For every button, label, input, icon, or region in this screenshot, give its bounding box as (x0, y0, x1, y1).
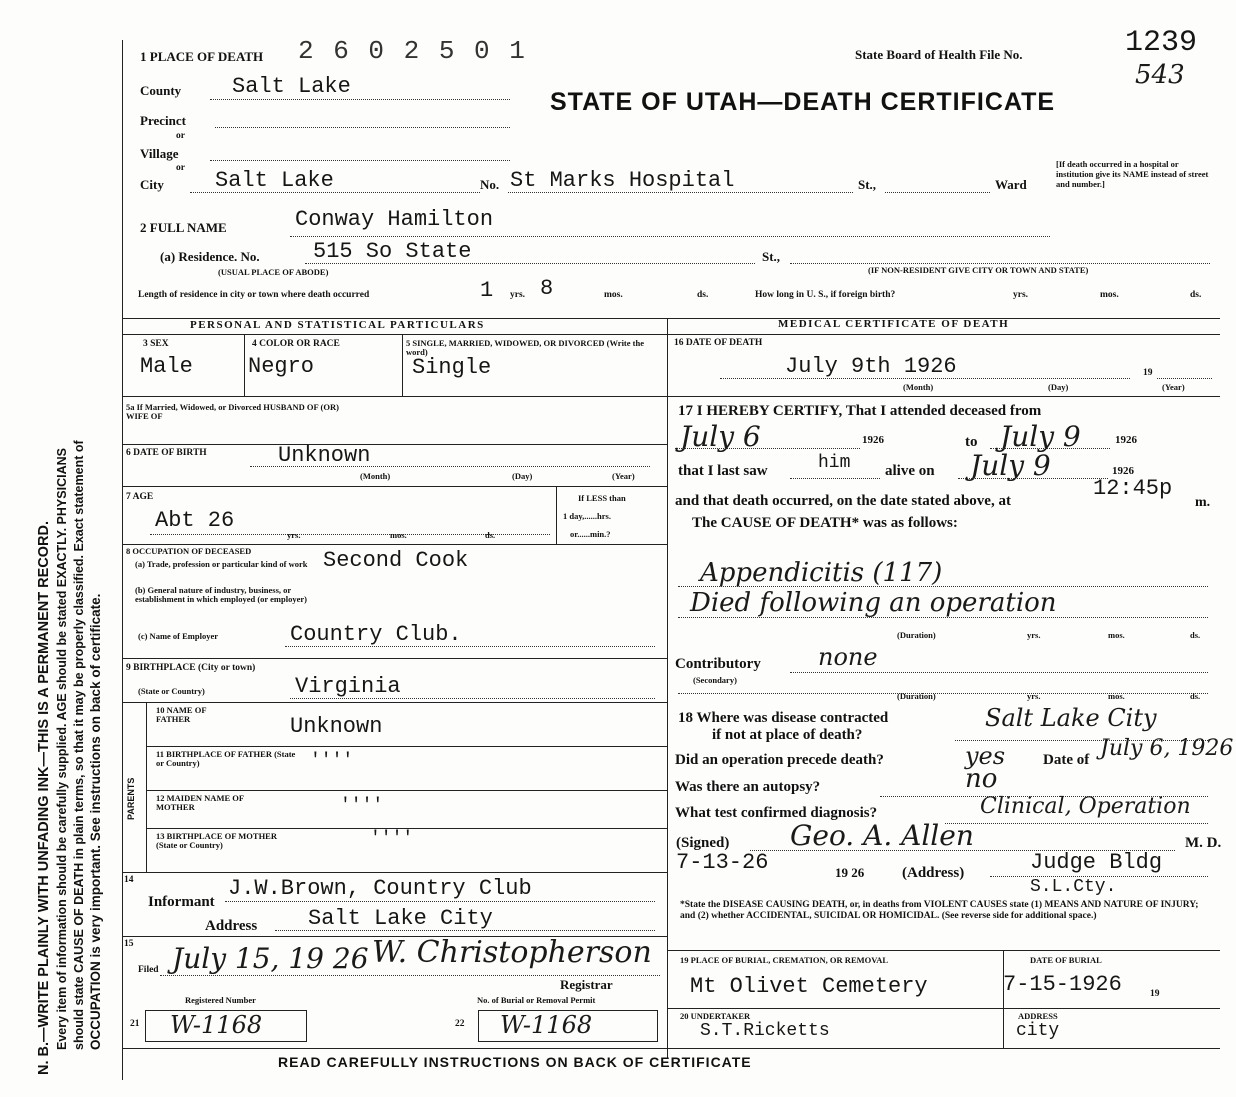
ds-label: ds. (697, 290, 709, 300)
full-name-value: Conway Hamilton (295, 207, 494, 232)
registered-number: W-1168 (170, 1011, 263, 1039)
secondary-label: (Secondary) (693, 675, 737, 685)
contributory-value: none (818, 643, 878, 671)
frame-left (122, 40, 123, 1080)
cause-footnote: *State the DISEASE CAUSING DEATH, or, in deaths from VIOLENT CAUSES state (1) MEANS AND NATURE OF INJURY; and (2) whether ACCIDENTAL, SUICIDAL OR HOMICIDAL. (See reverse side for additional space.) (680, 900, 1199, 922)
informant-label: Informant (148, 894, 215, 910)
physician-address-2: S.L.Cty. (1030, 877, 1117, 897)
race-value: Negro (248, 354, 315, 379)
serial-number: 2 6 0 2 5 0 1 (298, 36, 527, 66)
or-label-2: or (176, 163, 185, 173)
age-ds-label: ds. (485, 530, 496, 540)
alive-on-label: alive on (885, 463, 935, 479)
alive-on-year: 1926 (1112, 465, 1134, 477)
ward-label: Ward (995, 177, 1027, 192)
age-yrs-label: yrs. (287, 530, 301, 540)
father-birthplace-label: 11 BIRTHPLACE OF FATHER (State or Country) (156, 749, 296, 769)
death-occurred-label: and that death occurred, on the date stated above, at (675, 493, 1011, 509)
city-label: City (140, 177, 164, 192)
institution-note: [If death occurred in a hospital or institution give its NAME instead of street and number.] (1056, 159, 1209, 189)
marital-label: 5 SINGLE, MARRIED, WIDOWED, OR DIVORCED (Write the word) (406, 338, 644, 358)
date-of-death-value: July 9th 1926 (785, 354, 957, 379)
usual-abode-label: (USUAL PLACE OF ABODE) (218, 267, 329, 277)
dod-day-label: (Day) (1048, 382, 1069, 392)
duration-ds-2: ds. (1190, 691, 1201, 701)
operation-value: yes (965, 742, 1006, 770)
last-saw-label: that I last saw (678, 463, 768, 479)
certificate-title: STATE OF UTAH—DEATH CERTIFICATE (550, 88, 1056, 116)
cause-of-death-label: The CAUSE OF DEATH* was as follows: (692, 515, 958, 531)
duration-yrs-2: yrs. (1027, 691, 1041, 701)
medical-section-title: MEDICAL CERTIFICATE OF DEATH (778, 318, 1010, 330)
date-of-death-label: 16 DATE OF DEATH (674, 338, 763, 348)
duration-yrs-1: yrs. (1027, 630, 1041, 640)
where-contracted-value: Salt Lake City (985, 704, 1157, 732)
where-contracted-sub: if not at place of death? (712, 727, 863, 743)
operation-date: July 6, 1926 (1100, 736, 1234, 761)
place-of-death-label: 1 PLACE OF DEATH (140, 49, 264, 64)
side-notice-line4: OCCUPATION is very important. See instructions on back of certificate. (88, 593, 103, 1050)
employer-value: Country Club. (290, 622, 462, 647)
signed-date: 7-13-26 (676, 850, 769, 875)
reg-number-prefix: 21 (130, 1019, 140, 1029)
village-label: Village (140, 146, 179, 161)
parents-label: PARENTS (126, 777, 136, 820)
occupation-label: 8 OCCUPATION OF DECEASED (126, 546, 252, 556)
us-residence-label: How long in U. S., if foreign birth? (755, 290, 896, 300)
burial-place-value: Mt Olivet Cemetery (690, 974, 928, 999)
last-saw-value: him (818, 453, 851, 473)
us-ds: ds. (1190, 290, 1202, 300)
yrs-label: yrs. (510, 290, 526, 300)
where-contracted-label: 18 Where was disease contracted (678, 710, 889, 726)
physician-address: Judge Bldg (1030, 850, 1163, 875)
dob-month-label: (Month) (360, 471, 391, 481)
dod-year-label: (Year) (1162, 382, 1185, 392)
physician-address-label: (Address) (902, 865, 965, 881)
side-notice-line2: Every item of information should be carefully supplied. AGE should be stated EXACTLY. PHYSICIANS (55, 448, 69, 1050)
sex-value: Male (140, 354, 193, 379)
city-value: Salt Lake (215, 168, 334, 193)
m-label: m. (1195, 495, 1211, 510)
dod-19: 19 (1143, 368, 1153, 378)
street-label: St., (858, 177, 877, 192)
test-label: What test confirmed diagnosis? (675, 805, 878, 821)
no-label: No. (480, 177, 500, 192)
side-notice-line1: N. B.—WRITE PLAINLY WITH UNFADING INK—THIS IS A PERMANENT RECORD. (36, 521, 52, 1075)
day-hrs-label: 1 day,......hrs. (563, 511, 611, 521)
county-value: Salt Lake (232, 74, 351, 99)
dod-month-label: (Month) (903, 382, 934, 392)
length-residence-label: Length of residence in city or town where death occurred (138, 290, 370, 300)
certify-text: 17 I HEREBY CERTIFY, That I attended deceased from (678, 403, 1042, 419)
time-of-death: 12:45p (1093, 476, 1173, 501)
occupation-a-label: (a) Trade, profession or particular kind of work (135, 559, 308, 569)
full-name-label: 2 FULL NAME (140, 220, 227, 235)
or-min-label: or......min.? (570, 529, 611, 539)
sex-label: 3 SEX (143, 339, 169, 349)
residence-street-label: St., (762, 249, 781, 264)
attended-to-year: 1926 (1115, 434, 1137, 446)
attended-to: July 9 (1000, 420, 1081, 453)
operation-label: Did an operation precede death? (675, 752, 884, 768)
dob-year-label: (Year) (612, 471, 635, 481)
permit-prefix: 22 (455, 1019, 465, 1029)
informant-number: 14 (124, 875, 134, 885)
autopsy-value: no (965, 764, 998, 794)
duration-label-2: (Duration) (897, 691, 936, 701)
side-notice-line3: should state CAUSE OF DEATH in plain terms, so that it may be properly classified. Exact statement of (72, 440, 86, 1050)
employer-label: (c) Name of Employer (138, 631, 219, 641)
residence-value: 515 So State (313, 239, 472, 264)
md-label: M. D. (1185, 835, 1222, 851)
frame-bottom (122, 1048, 1220, 1049)
filed-date: July 15, 19 26 (172, 942, 369, 975)
residence-years: 1 (480, 278, 494, 303)
residence-label: (a) Residence. No. (160, 249, 260, 264)
father-value: Unknown (290, 714, 383, 739)
burial-permit-label: No. of Burial or Removal Permit (477, 995, 596, 1005)
occupation-b-label: (b) General nature of industry, business, or establishment in which employed (or employer) (135, 585, 307, 605)
autopsy-label: Was there an autopsy? (675, 779, 821, 795)
duration-mos-1: mos. (1108, 630, 1125, 640)
footer-instructions: READ CAREFULLY INSTRUCTIONS ON BACK OF CERTIFICATE (278, 1054, 752, 1070)
birthplace-state-label: (State or Country) (138, 686, 205, 696)
burial-permit-number: W-1168 (500, 1011, 593, 1039)
alive-on-value: July 9 (970, 449, 1051, 482)
informant-address-label: Address (205, 918, 258, 934)
father-birthplace-value: '''' (310, 751, 354, 771)
registrar-label: Registrar (560, 977, 613, 992)
precinct-label: Precinct (140, 113, 186, 128)
marital-value: Single (412, 355, 492, 380)
dob-day-label: (Day) (512, 471, 533, 481)
attended-from-year: 1926 (862, 434, 884, 446)
informant-value: J.W.Brown, Country Club (228, 876, 532, 901)
burial-place-label: 19 PLACE OF BURIAL, CREMATION, OR REMOVAL (680, 955, 889, 965)
file-no-sub: 543 (1135, 60, 1185, 90)
mother-value: '''' (340, 796, 384, 816)
mother-birthplace-label: 13 BIRTHPLACE OF MOTHER (State or Country) (156, 831, 277, 851)
birthplace-label: 9 BIRTHPLACE (City or town) (126, 663, 256, 673)
burial-date-value: 7-15-1926 (1003, 972, 1122, 997)
undertaker-address: city (1016, 1021, 1060, 1041)
dob-value: Unknown (278, 443, 371, 468)
file-no: 1239 (1125, 26, 1198, 60)
us-mos: mos. (1100, 290, 1119, 300)
attended-from: July 6 (680, 420, 761, 453)
test-value: Clinical, Operation (980, 794, 1191, 819)
hospital-value: St Marks Hospital (510, 168, 735, 193)
dob-label: 6 DATE OF BIRTH (126, 448, 207, 458)
signed-year: 19 26 (835, 865, 865, 880)
race-label: 4 COLOR OR RACE (252, 339, 340, 349)
cause-secondary: Died following an operation (690, 588, 1057, 618)
filed-label: Filed (138, 965, 159, 975)
birthplace-value: Virginia (295, 674, 401, 699)
mother-label: 12 MAIDEN NAME OF MOTHER (156, 793, 244, 813)
duration-label-1: (Duration) (897, 630, 936, 640)
duration-ds-1: ds. (1190, 630, 1201, 640)
mos-label: mos. (604, 290, 623, 300)
residence-months: 8 (540, 276, 554, 301)
nonresident-label: (IF NON-RESIDENT GIVE CITY OR TOWN AND STATE) (868, 265, 1089, 275)
filed-number: 15 (124, 939, 134, 949)
age-mos-label: mos. (390, 530, 407, 540)
or-label-1: or (176, 131, 185, 141)
less-than-label: If LESS than (578, 493, 626, 503)
father-label: 10 NAME OF FATHER (156, 705, 207, 725)
operation-date-label: Date of (1043, 752, 1090, 768)
to-label: to (965, 434, 978, 450)
file-no-label: State Board of Health File No. (855, 47, 1023, 62)
age-value: Abt 26 (155, 508, 235, 533)
contributory-label: Contributory (675, 656, 761, 672)
duration-mos-2: mos. (1108, 691, 1125, 701)
occupation-value: Second Cook (323, 548, 469, 573)
divider-columns (667, 318, 668, 1058)
registrar-signature: W. Christopherson (372, 935, 652, 970)
spouse-label: 5a If Married, Widowed, or Divorced HUSBAND OF (OR) WIFE OF (126, 402, 339, 422)
us-yrs: yrs. (1013, 290, 1029, 300)
physician-signature: Geo. A. Allen (790, 819, 974, 852)
undertaker-address-label: ADDRESS (1018, 1011, 1058, 1021)
burial-date-label: DATE OF BURIAL (1030, 955, 1102, 965)
registered-number-label: Registered Number (185, 995, 256, 1005)
personal-section-title: PERSONAL AND STATISTICAL PARTICULARS (190, 319, 485, 331)
mother-birthplace-value: '''' (370, 829, 414, 849)
age-label: 7 AGE (126, 492, 154, 502)
county-label: County (140, 83, 182, 98)
undertaker-value: S.T.Ricketts (700, 1021, 830, 1041)
signed-label: (Signed) (676, 835, 730, 851)
undertaker-label: 20 UNDERTAKER (680, 1011, 751, 1021)
burial-date-19: 19 (1150, 989, 1160, 999)
informant-address: Salt Lake City (308, 906, 493, 931)
cause-primary: Appendicitis (117) (700, 558, 943, 588)
